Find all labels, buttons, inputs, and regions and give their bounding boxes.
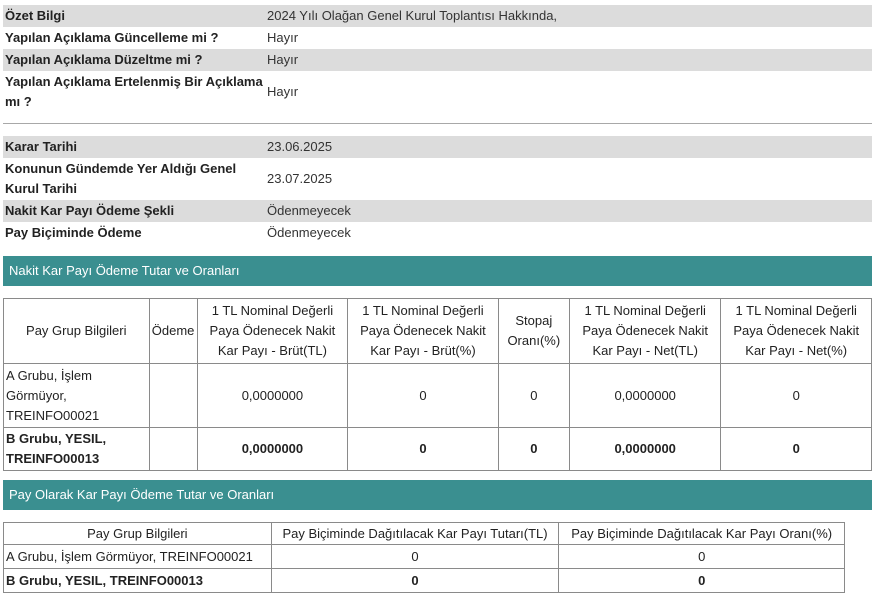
group-cell: B Grubu, YESIL, TREINFO00013 — [4, 569, 272, 593]
share-payment-row — [3, 222, 872, 244]
column-header-gross-tl: 1 TL Nominal Değerli Paya Ödenecek Nakit Kar Payı - Brüt(TL) — [197, 299, 348, 364]
summary-value: 2024 Yılı Olağan Genel Kurul Toplantısı Hakkında, — [263, 5, 872, 27]
decision-table — [3, 136, 872, 244]
deferred-value: Hayır — [267, 84, 299, 99]
summary-label: Özet Bilgi — [3, 5, 263, 27]
decision-date-value: 23.06.2025 — [263, 136, 872, 158]
net-pct-cell: 0 — [721, 428, 872, 471]
cash-payment-method-value: Ödenmeyecek — [263, 200, 872, 222]
share-dividend-table — [3, 522, 845, 593]
net-tl-cell: 0,0000000 — [569, 428, 721, 471]
meeting-date-label: Konunun Gündemde Yer Aldığı Genel Kurul Tarihi — [5, 161, 237, 196]
withholding-cell: 0 — [498, 364, 569, 428]
column-header-group: Pay Grup Bilgileri — [4, 299, 150, 364]
group-cell: A Grubu, İşlem Görmüyor, TREINFO00021 — [4, 545, 272, 569]
column-header-net-pct: 1 TL Nominal Değerli Paya Ödenecek Nakit Kar Payı - Net(%) — [721, 299, 872, 364]
deferred-row — [3, 71, 872, 113]
gross-pct-cell: 0 — [348, 428, 499, 471]
payment-cell — [149, 364, 197, 428]
column-header-net-tl: 1 TL Nominal Değerli Paya Ödenecek Nakit Kar Payı - Net(TL) — [569, 299, 721, 364]
group-cell: B Grubu, YESIL, TREINFO00013 — [4, 428, 150, 471]
column-header-share-ratio: Pay Biçiminde Dağıtılacak Kar Payı Oranı(%) — [559, 523, 845, 545]
table-row — [4, 569, 845, 593]
table-row — [4, 364, 872, 428]
group-cell: A Grubu, İşlem Görmüyor, TREINFO00021 — [4, 364, 150, 428]
share-payment-label: Pay Biçiminde Ödeme — [5, 225, 142, 240]
summary-row — [3, 5, 872, 27]
table-row — [4, 428, 872, 471]
gross-tl-cell: 0,0000000 — [197, 428, 348, 471]
meeting-date-row — [3, 158, 872, 200]
column-header-group: Pay Grup Bilgileri — [4, 523, 272, 545]
correction-row — [3, 49, 872, 71]
gross-pct-cell: 0 — [348, 364, 499, 428]
summary-table — [3, 5, 872, 113]
column-header-withholding: Stopaj Oranı(%) — [498, 299, 569, 364]
decision-date-label: Karar Tarihi — [3, 136, 263, 158]
net-pct-cell: 0 — [721, 364, 872, 428]
share-amount-cell: 0 — [271, 545, 559, 569]
share-payment-value: Ödenmeyecek — [267, 225, 351, 240]
withholding-cell: 0 — [498, 428, 569, 471]
correction-label: Yapılan Açıklama Düzeltme mi ? — [3, 49, 263, 71]
cash-payment-method-label: Nakit Kar Payı Ödeme Şekli — [3, 200, 263, 222]
update-label: Yapılan Açıklama Güncelleme mi ? — [5, 30, 219, 45]
cash-dividend-table — [3, 298, 872, 471]
update-value: Hayır — [267, 30, 299, 45]
gross-tl-cell: 0,0000000 — [197, 364, 348, 428]
meeting-date-value: 23.07.2025 — [267, 171, 333, 186]
table-header-row — [4, 299, 872, 364]
deferred-label: Yapılan Açıklama Ertelenmiş Bir Açıklama mı ? — [5, 74, 263, 109]
correction-value: Hayır — [263, 49, 872, 71]
share-ratio-cell: 0 — [559, 569, 845, 593]
section-divider — [3, 123, 872, 124]
column-header-gross-pct: 1 TL Nominal Değerli Paya Ödenecek Nakit Kar Payı - Brüt(%) — [348, 299, 499, 364]
payment-cell — [149, 428, 197, 471]
share-ratio-cell: 0 — [559, 545, 845, 569]
decision-date-row — [3, 136, 872, 158]
column-header-share-amount: Pay Biçiminde Dağıtılacak Kar Payı Tutarı(TL) — [271, 523, 559, 545]
cash-payment-method-row — [3, 200, 872, 222]
update-row — [3, 27, 872, 49]
table-header-row — [4, 523, 845, 545]
share-dividend-section-title: Pay Olarak Kar Payı Ödeme Tutar ve Oranları — [3, 480, 872, 510]
table-row — [4, 545, 845, 569]
share-amount-cell: 0 — [271, 569, 559, 593]
column-header-payment: Ödeme — [149, 299, 197, 364]
net-tl-cell: 0,0000000 — [569, 364, 721, 428]
cash-dividend-section-title: Nakit Kar Payı Ödeme Tutar ve Oranları — [3, 256, 872, 286]
